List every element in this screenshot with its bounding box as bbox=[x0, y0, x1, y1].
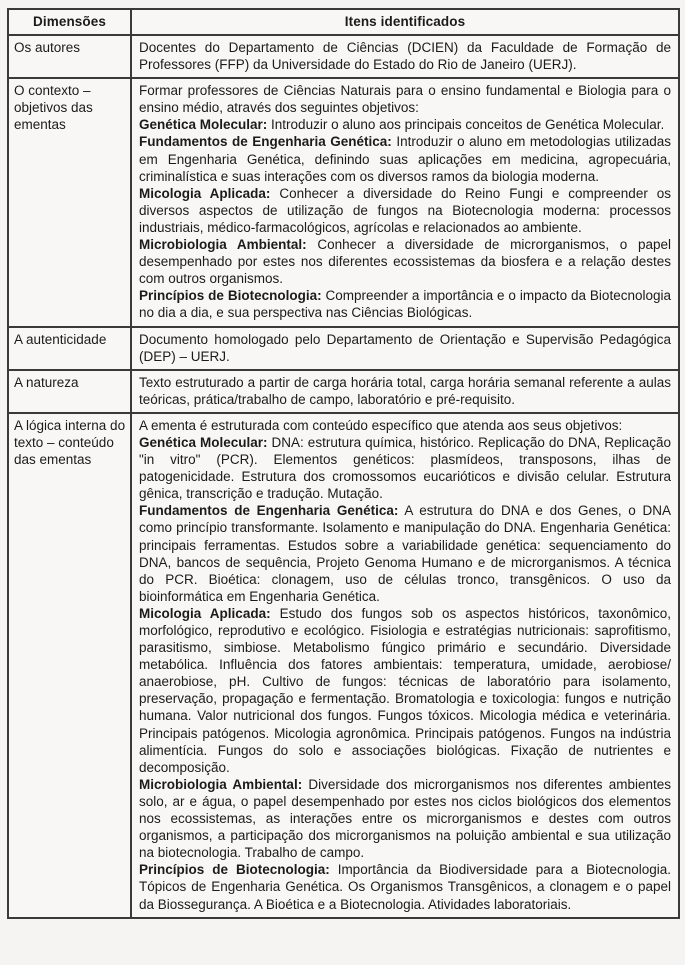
item-text: Microbiologia Ambiental: Conhecer a diversidade de microrganismos, o papel desempenhado por estes nos diferentes ecossistemas da biosfera e a relação destes com outros organismos. bbox=[139, 237, 671, 287]
item-text: Princípios de Biotecnologia: Importância da Biodiversidade para a Biotecnologia. Tópicos de Engenharia Genética. Os Organismos Transgênicos, a clonagem e o papel da Biossegurança. A Bioética e a Biotecnologia. Atividades laboratoriais. bbox=[139, 862, 671, 912]
header-row bbox=[8, 9, 679, 35]
item-lead: Genética Molecular: bbox=[139, 117, 268, 133]
item-text: Docentes do Departamento de Ciências (DCIEN) da Faculdade de Formação de Professores (FFP) da Universidade do Estado do Rio de Janeiro (UERJ). bbox=[139, 40, 671, 73]
item-text: Micologia Aplicada: Conhecer a diversidade do Reino Fungi e compreender os diversos aspectos de utilização de fungos na Biotecnologia moderna: processos industriais, médico-farmacológicos, agrícolas e relacionados ao ambiente. bbox=[139, 185, 671, 235]
table-row bbox=[8, 78, 679, 326]
items-cell bbox=[131, 327, 679, 370]
dimension-cell: A autenticidade bbox=[8, 327, 131, 370]
item-text: Genética Molecular: Introduzir o aluno aos principais conceitos de Genética Molecular. bbox=[139, 117, 665, 133]
table-row bbox=[8, 35, 679, 78]
item-lead: Fundamentos de Engenharia Genética: bbox=[139, 134, 392, 150]
items-cell bbox=[131, 78, 679, 326]
dimension-cell: O contexto – objetivos das ementas bbox=[8, 78, 131, 326]
item-text: A ementa é estruturada com conteúdo específico que atenda aos seus objetivos: bbox=[139, 417, 623, 433]
item-text: Documento homologado pelo Departamento de Orientação e Supervisão Pedagógica (DEP) – UERJ. bbox=[139, 331, 671, 364]
column-header-dimensions: Dimensões bbox=[8, 9, 131, 35]
item-text: Formar professores de Ciências Naturais para o ensino fundamental e Biologia para o ensino médio, através dos seguintes objetivos: bbox=[139, 83, 671, 116]
table-header bbox=[8, 9, 679, 35]
item-text: Genética Molecular: DNA: estrutura química, histórico. Replicação do DNA, Replicação "in vitro" (PCR). Elementos genéticos: plasmídeos, transposons, ilhas de patogenicidade. Estrutura dos cromossomos eucarióticos e divisão celular. Estrutura gênica, transcrição e tradução. Mutação. bbox=[139, 434, 671, 502]
item-lead: Micologia Aplicada: bbox=[139, 185, 271, 201]
item-text: Texto estruturado a partir de carga horária total, carga horária semanal referente a aulas teóricas, prática/trabalho de campo, laboratório e pré-requisito. bbox=[139, 374, 671, 407]
item-text: Micologia Aplicada: Estudo dos fungos sob os aspectos históricos, taxonômico, morfológico, reprodutivo e ecológico. Fisiologia e estratégias nutricionais: saprofitismo, parasitismo, simbiose. Metabolismo fúngico primário e secundário. Diversidade metabólica. Influência dos fatores ambientais: temperatura, umidade, aerobiose/ anaerobiose, pH. Cultivo de fungos: técnicas de laboratório para isolamento, preservação, propagação e fermentação. Bromatologia e toxicologia: fungos e nutrição humana. Valor nutricional dos fungos. Fungos tóxicos. Micologia médica e veterinária. Principais patógenos. Micologia agronômica. Principais patógenos. Fungos na indústria alimentícia. Fungos do solo e associações biológicas. Fixação de nutrientes e decomposição. bbox=[139, 605, 671, 775]
dimension-cell: Os autores bbox=[8, 35, 131, 78]
items-cell bbox=[131, 35, 679, 78]
item-text: Fundamentos de Engenharia Genética: Introduzir o aluno em metodologias utilizadas em Engenharia Genética, definindo suas aplicações em medicina, agropecuária, criminalística e suas interações com os diversos ramos da biologia moderna. bbox=[139, 134, 671, 184]
item-text: Microbiologia Ambiental: Diversidade dos microrganismos nos diferentes ambientes solo, ar e água, o papel desempenhado por estes nos ciclos biológicos dos elementos nos ecossistemas, as interações entre os microrganismos e destes com outros organismos, a participação dos microrganismos na poluição ambiental e sua utilização na biotecnologia. Trabalho de campo. bbox=[139, 776, 671, 861]
item-lead: Genética Molecular: bbox=[139, 434, 268, 450]
table-row bbox=[8, 370, 679, 413]
item-text: Princípios de Biotecnologia: Compreender a importância e o impacto da Biotecnologia no dia a dia, e sua perspectiva nas Ciências Biológicas. bbox=[139, 288, 671, 321]
table-row bbox=[8, 327, 679, 370]
item-lead: Fundamentos de Engenharia Genética: bbox=[139, 503, 399, 519]
item-lead: Princípios de Biotecnologia: bbox=[139, 862, 330, 878]
item-lead: Microbiologia Ambiental: bbox=[139, 237, 307, 253]
dimension-cell: A natureza bbox=[8, 370, 131, 413]
item-lead: Microbiologia Ambiental: bbox=[139, 776, 303, 792]
column-header-items: Itens identificados bbox=[131, 9, 679, 35]
items-cell bbox=[131, 370, 679, 413]
dimension-cell: A lógica interna do texto – conteúdo das ementas bbox=[8, 413, 131, 918]
analysis-table bbox=[7, 8, 680, 919]
item-lead: Micologia Aplicada: bbox=[139, 605, 271, 621]
table-row bbox=[8, 413, 679, 918]
item-lead: Princípios de Biotecnologia: bbox=[139, 288, 322, 304]
items-cell bbox=[131, 413, 679, 918]
table-body bbox=[8, 35, 679, 918]
item-text: Fundamentos de Engenharia Genética: A estrutura do DNA e dos Genes, o DNA como princípio transformante. Isolamento e manipulação do DNA. Engenharia Genética: principais ferramentas. Estudos sobre a variabilidade genética: sequenciamento do DNA, bancos de sequência, Projeto Genoma Humano e de microrganismos. A técnica do PCR. Bioética: clonagem, uso de células tronco, transgênicos. O uso da bioinformática em Engenharia Genética. bbox=[139, 503, 671, 604]
